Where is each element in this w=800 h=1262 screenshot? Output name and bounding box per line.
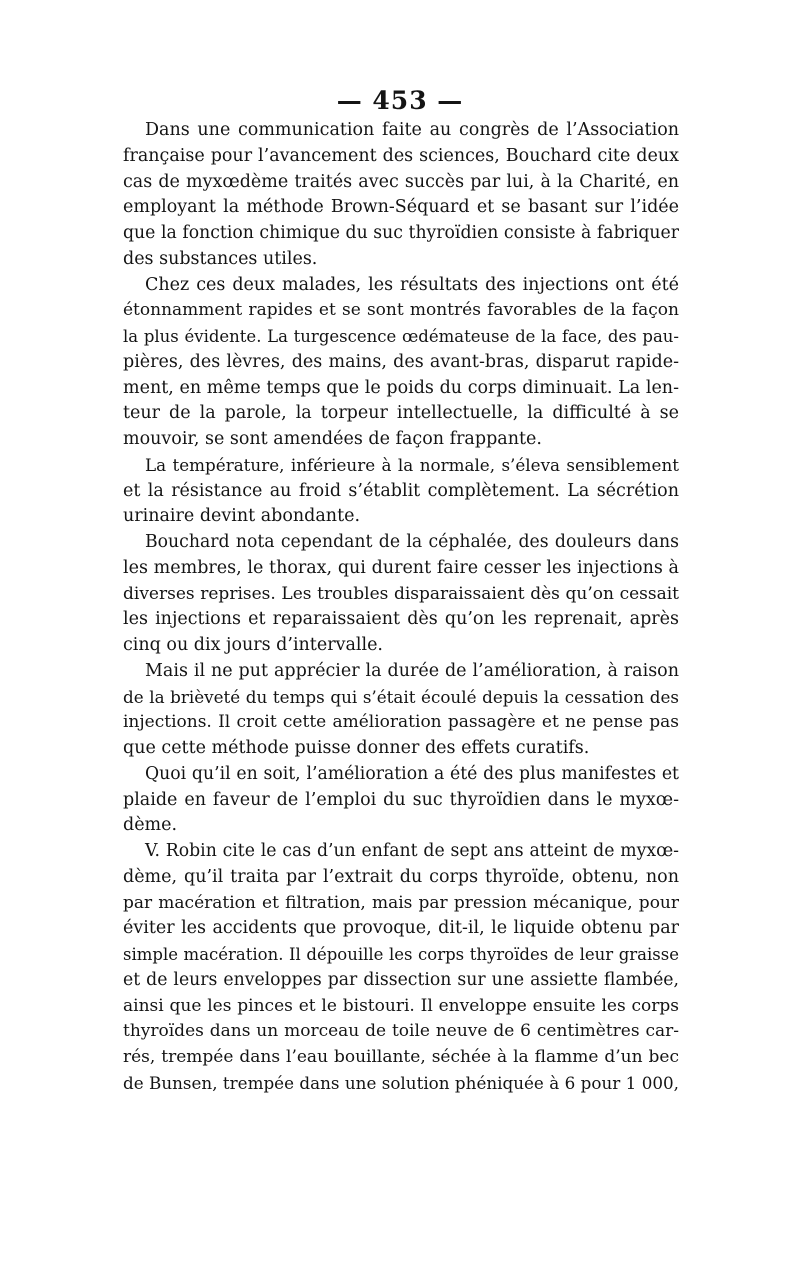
text-line: que cette méthode puisse donner des effets curatifs.: [123, 738, 590, 758]
text-line: Dans une communication faite au congrès de l’Association: [145, 120, 679, 140]
text-line: de Bunsen, trempée dans une solution phéniquée à 6 pour 1 000,: [123, 1072, 679, 1093]
text-line: Mais il ne put apprécier la durée de l’amélioration, à raison: [145, 660, 679, 681]
text-line: et la résistance au froid s’établit complètement. La sécrétion: [123, 480, 679, 501]
text-line: plaide en faveur de l’emploi du suc thyroïdien dans le myxœ-: [123, 789, 679, 810]
text-line: cinq ou dix jours d’intervalle.: [123, 635, 383, 655]
text-line: les injections et reparaissaient dès qu’on les reprenait, après: [123, 609, 679, 630]
text-line: V. Robin cite le cas d’un enfant de sept ans atteint de myxœ-: [145, 841, 679, 861]
text-line: Bouchard nota cependant de la céphalée, des douleurs dans: [145, 532, 679, 552]
text-line: les membres, le thorax, qui durent faire cesser les injections à: [123, 557, 679, 578]
text-line: pières, des lèvres, des mains, des avant-bras, disparut rapide-: [123, 351, 679, 372]
text-line: rés, trempée dans l’eau bouillante, séchée à la flamme d’un bec: [123, 1047, 679, 1067]
text-line: simple macération. Il dépouille les corps thyroïdes de leur graisse: [123, 945, 679, 964]
text-line: de la brièveté du temps qui s’était écoulé depuis la cessation des: [123, 686, 679, 707]
text-line: Chez ces deux malades, les résultats des injections ont été: [145, 274, 679, 295]
text-line: étonnamment rapides et se sont montrés favorables de la façon: [123, 300, 679, 321]
text-line: dème, qu’il traita par l’extrait du corps thyroïde, obtenu, non: [123, 866, 679, 887]
text-line: mouvoir, se sont amendées de façon frappante.: [123, 429, 542, 449]
text-line: française pour l’avancement des sciences, Bouchard cite deux: [123, 145, 679, 166]
text-line: employant la méthode Brown-Séquard et se basant sur l’idée: [123, 197, 679, 218]
text-line: la plus évidente. La turgescence œdémateuse de la face, des pau-: [123, 327, 679, 346]
text-line: ment, en même temps que le poids du corps diminuait. La len-: [123, 377, 679, 398]
text-line: éviter les accidents que provoque, dit-il, le liquide obtenu par: [123, 918, 679, 939]
text-line: teur de la parole, la torpeur intellectuelle, la difficulté à se: [123, 403, 679, 424]
text-line: injections. Il croit cette amélioration passagère et ne pense pas: [123, 712, 679, 733]
text-line: cas de myxœdème traités avec succès par lui, à la Charité, en: [123, 171, 679, 192]
text-line: La température, inférieure à la normale, s’éleva sensiblement: [145, 454, 679, 475]
text-line: par macération et filtration, mais par pression mécanique, pour: [123, 892, 679, 913]
text-line: urinaire devint abondante.: [123, 506, 361, 527]
body-text: [123, 118, 679, 1097]
text-line: thyroïdes dans un morceau de toile neuve de 6 centimètres car-: [123, 1021, 679, 1042]
text-line: ainsi que les pinces et le bistouri. Il enveloppe ensuite les corps: [123, 995, 679, 1016]
page-number: — 453 —: [336, 86, 464, 115]
text-line: que la fonction chimique du suc thyroïdien consiste à fabriquer: [123, 223, 679, 243]
text-line: et de leurs enveloppes par dissection sur une assiette flambée,: [123, 969, 679, 990]
text-line: diverses reprises. Les troubles disparaissaient dès qu’on cessait: [123, 583, 679, 604]
text-line: des substances utiles.: [123, 248, 318, 269]
text-line: dème.: [123, 815, 178, 836]
text-line: Quoi qu’il en soit, l’amélioration a été des plus manifestes et: [145, 763, 679, 784]
